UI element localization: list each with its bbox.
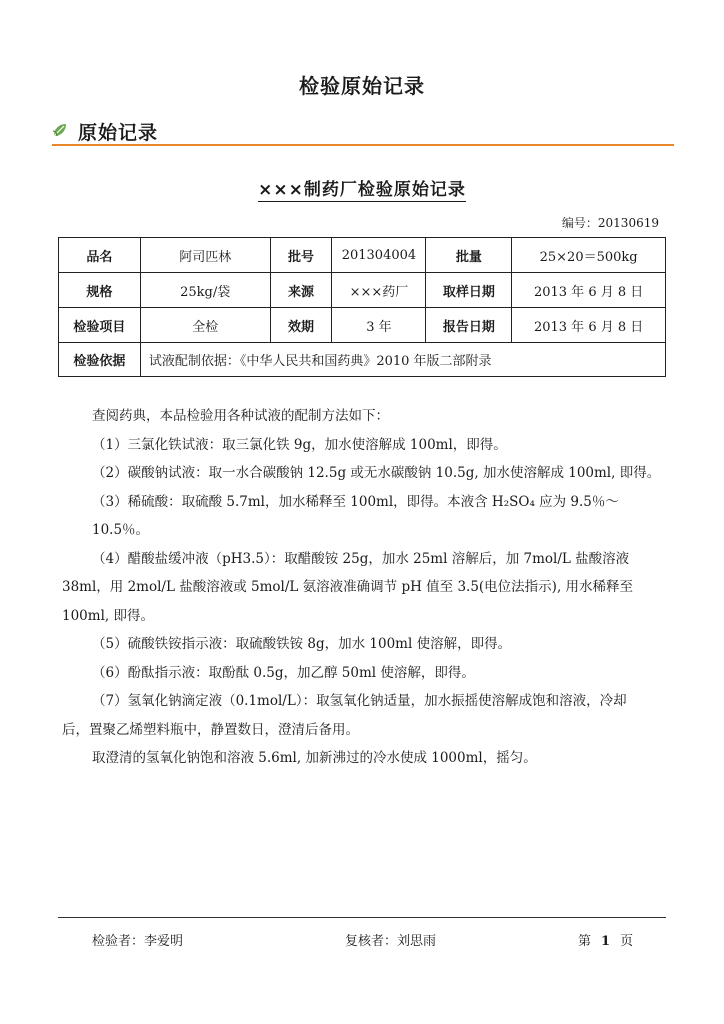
field-label-sampling-date: 取样日期 <box>426 273 512 308</box>
field-value-batch-size: 25×20＝500kg <box>512 238 666 273</box>
procedure-line: （2）碳酸钠试液：取一水合碳酸钠 12.5g 或无水碳酸钠 10.5g, 加水使溶解成 100ml, 即得。 <box>92 465 661 481</box>
field-label-spec: 规格 <box>59 273 141 308</box>
procedure-line: （5）硫酸铁铵指示液：取硫酸铁铵 8g，加水 100ml 使溶解，即得。 <box>92 636 512 652</box>
field-label-product-name: 品名 <box>59 238 141 273</box>
procedure-line: （7）氢氧化钠滴定液（0.1mol/L）：取氢氧化钠适量，加水振摇使溶解成饱和溶液，冷却 <box>92 693 627 709</box>
table-row <box>59 308 666 343</box>
page-suffix: 页 <box>620 934 634 949</box>
field-label-batch-size: 批量 <box>426 238 512 273</box>
field-label-test-basis: 检验依据 <box>59 343 141 377</box>
field-value-test-basis: 试液配制依据：《中华人民共和国药典》2010 年版二部附录 <box>140 343 665 377</box>
procedure-line: （1）三氯化铁试液：取三氯化铁 9g，加水使溶解成 100ml，即得。 <box>92 436 507 453</box>
field-value-report-date: 2013 年 6 月 8 日 <box>512 308 666 343</box>
table-row <box>59 273 666 308</box>
procedure-line: 100ml, 即得。 <box>62 607 154 624</box>
page-number: 1 <box>601 934 611 949</box>
section-header <box>52 118 674 146</box>
table-row <box>59 343 666 377</box>
record-table <box>58 237 666 377</box>
field-value-batch-no: 201304004 <box>332 238 426 273</box>
field-value-test-items: 全检 <box>140 308 270 343</box>
footer-divider <box>58 917 666 918</box>
document-number: 编号：20130619 <box>561 216 659 230</box>
leaf-icon <box>52 122 68 138</box>
field-label-test-items: 检验项目 <box>59 308 141 343</box>
table-row <box>59 238 666 273</box>
field-value-sampling-date: 2013 年 6 月 8 日 <box>512 273 666 308</box>
field-label-report-date: 报告日期 <box>426 308 512 343</box>
field-value-product-name: 阿司匹林 <box>140 238 270 273</box>
procedure-text <box>62 402 662 773</box>
intro-paragraph: 查阅药典，本品检验用各种试液的配制方法如下： <box>92 408 389 424</box>
field-value-validity: 3 年 <box>332 308 426 343</box>
inspector-signature: 检验者：李爱明 <box>92 934 184 949</box>
procedure-line: 38ml，用 2mol/L 盐酸溶液或 5mol/L 氨溶液准确调节 pH 值至 3.5(电位法指示), 用水稀释至 <box>62 579 634 595</box>
procedure-line: （3）稀硫酸：取硫酸 5.7ml，加水稀释至 100ml，即得。本液含 H₂SO₄ 应为 9.5％～10.5％。 <box>92 493 619 538</box>
procedure-line: 后，置聚乙烯塑料瓶中，静置数日，澄清后备用。 <box>62 721 359 738</box>
procedure-line: 取澄清的氢氧化钠饱和溶液 5.6ml, 加新沸过的冷水使成 1000ml，摇匀。 <box>92 750 537 766</box>
field-label-batch-no: 批号 <box>270 238 332 273</box>
record-title: ×××制药厂检验原始记录 <box>258 180 466 200</box>
page-indicator <box>578 930 633 949</box>
field-value-spec: 25kg/袋 <box>140 273 270 308</box>
document-title: 检验原始记录 <box>299 74 425 98</box>
procedure-line: （4）醋酸盐缓冲液（pH3.5）：取醋酸铵 25g，加水 25ml 溶解后，加 7mol/L 盐酸溶液 <box>92 550 630 567</box>
procedure-line: （6）酚酞指示液：取酚酞 0.5g，加乙醇 50ml 使溶解，即得。 <box>92 664 475 681</box>
section-label: 原始记录 <box>78 122 159 144</box>
page-prefix: 第 <box>578 934 592 949</box>
reviewer-signature: 复核者：刘思雨 <box>345 934 437 949</box>
field-value-source: ×××药厂 <box>332 273 426 308</box>
field-label-validity: 效期 <box>270 308 332 343</box>
field-label-source: 来源 <box>270 273 332 308</box>
